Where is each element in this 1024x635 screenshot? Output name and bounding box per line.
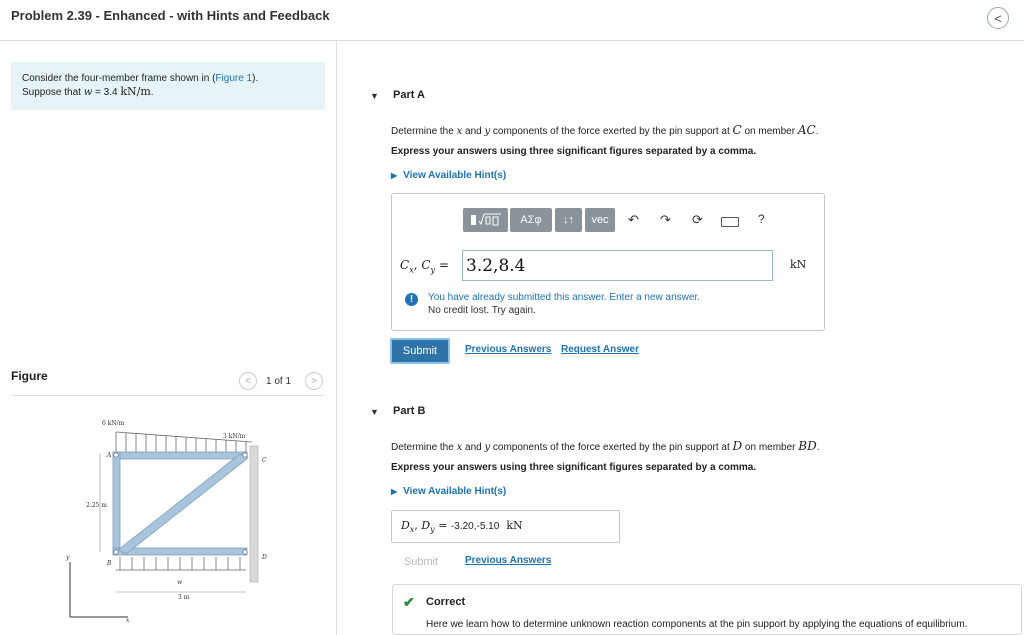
pin-c [243,453,247,457]
reset-icon[interactable]: ⟳ [692,212,703,227]
part-b-answer-value: -3.20,-5.10 [450,521,500,532]
part-a-instruction: Express your answers using three significant figures separated by a comma. [391,146,757,157]
header-divider [0,40,1024,41]
part-a-answer-input[interactable]: 3.2,8.4 [462,250,773,281]
label-load-left: 6 kN/m [102,420,125,427]
part-a-hint-link[interactable]: ▶ View Available Hint(s) [391,170,507,181]
label-load-right: 3 kN/m [223,433,246,440]
figure-divider [11,395,325,396]
figure-pager-count: 1 of 1 [266,376,292,387]
back-button[interactable] [987,7,1009,29]
part-b-instruction: Express your answers using three significant figures separated by a comma. [391,462,757,473]
part-b-previous-answers-link[interactable]: Previous Answers [465,555,552,566]
part-b-unit: kN [506,519,523,532]
label-b: B [107,560,112,567]
label-a: A [107,452,112,459]
intro-line-1: Consider the four-member frame shown in (Figure 1). [22,73,259,84]
part-b-hint-link[interactable]: ▶ View Available Hint(s) [391,486,507,497]
part-a-submit-button[interactable]: Submit [390,338,450,364]
intro-line-2: Suppose that w = 3.4 kN/m. [22,85,154,98]
subscript-superscript-button[interactable]: ↓↑ [555,208,582,232]
member-ac [113,452,247,459]
label-x: x [126,617,130,624]
part-a-caret-down-icon[interactable]: ▼ [370,91,379,101]
part-b-caret-down-icon[interactable]: ▼ [370,407,379,417]
figure-heading: Figure [11,369,48,383]
label-height: 2.25 m [86,502,107,509]
redo-icon[interactable]: ↷ [660,212,671,227]
part-b-answer: $D_x$, $D_y = -3.20,-5.10$ kN [401,519,523,535]
template-icon [469,212,503,228]
part-b-submit-button: Submit [403,556,439,568]
caret-right-icon: ▶ [391,171,398,180]
label-span: 3 m [178,594,190,601]
label-c: C [262,457,267,464]
frame-figure [60,412,280,627]
member-ab [113,452,120,555]
greek-symbols-button[interactable]: ΑΣφ [510,208,552,232]
pin-b [114,550,118,554]
chevron-left-icon: < [994,10,1002,26]
caret-right-icon: ▶ [391,487,398,496]
part-a-lhs: $C_x$, $C_y$ = [400,258,449,275]
figure-prev-button[interactable] [239,372,257,390]
figure-next-button[interactable] [305,372,323,390]
part-a-request-answer-link[interactable]: Request Answer [561,344,639,355]
part-a-question: Determine the x and y components of the force exerted by the pin support at C on member AC. [391,123,819,137]
check-icon: ✔ [403,594,415,610]
problem-intro [11,62,325,110]
template-button[interactable] [463,208,508,232]
label-y: y [66,554,70,561]
vector-button[interactable]: vec [585,208,615,232]
part-a-feedback-title: You have already submitted this answer. Enter a new answer. [428,292,701,303]
member-bd [113,548,247,555]
member-diagonal [118,454,248,554]
pin-d [243,550,247,554]
pin-a [114,453,118,457]
page-title: Problem 2.39 - Enhanced - with Hints and Feedback [11,8,330,23]
help-icon[interactable]: ? [758,212,765,226]
correct-explanation: Here we learn how to determine unknown reaction components at the pin support by applying the equations of equilibrium. [426,619,968,630]
correct-label: Correct [426,596,466,608]
figure-link[interactable]: Figure 1 [215,73,253,84]
column-divider [336,41,337,635]
part-a-previous-answers-link[interactable]: Previous Answers [465,344,552,355]
part-a-title[interactable]: Part A [393,89,425,101]
label-w: w [177,579,183,586]
part-b-title[interactable]: Part B [393,405,426,417]
part-a-unit: kN [790,258,807,271]
chevron-right-icon: > [311,375,317,387]
label-d: D [262,554,267,561]
undo-icon[interactable]: ↶ [628,212,639,227]
part-a-feedback-sub: No credit lost. Try again. [428,305,536,316]
info-icon: ! [405,293,418,306]
keyboard-icon[interactable] [721,217,739,227]
bottom-load-arrows [120,557,240,570]
wall-support [250,446,258,582]
part-b-question: Determine the x and y components of the force exerted by the pin support at D on member BD. [391,439,820,453]
chevron-left-icon: < [245,375,251,387]
